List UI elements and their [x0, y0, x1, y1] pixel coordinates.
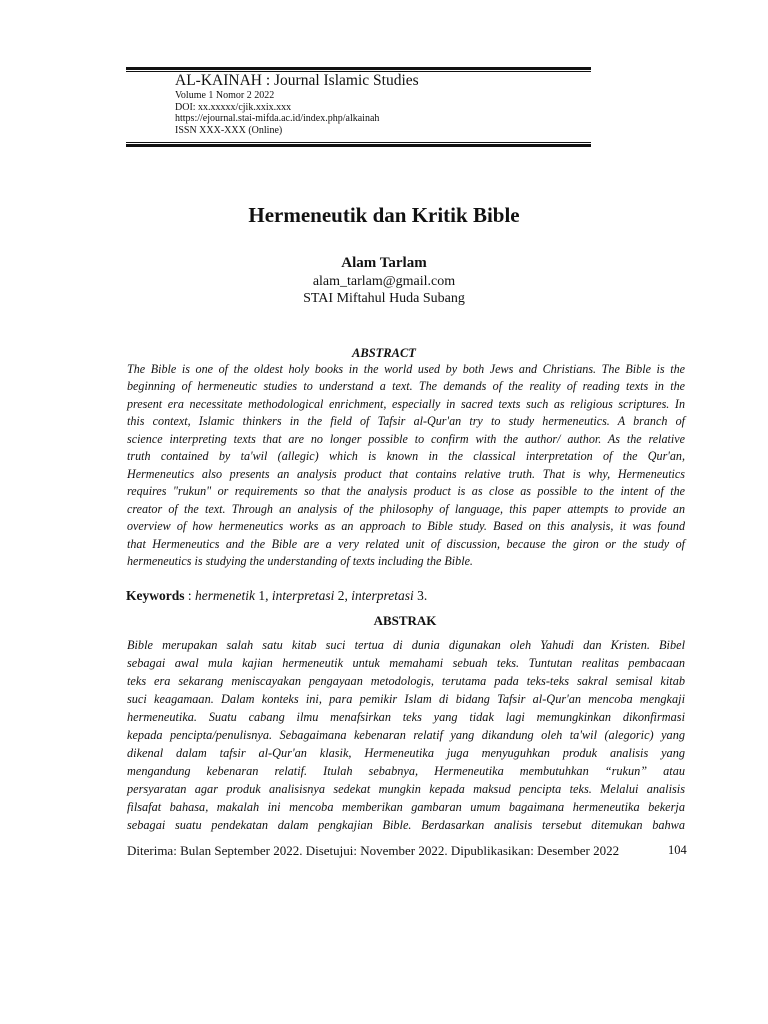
keyword-num: 2,	[334, 588, 352, 603]
abstract-line: beginning of hermeneutic studies to understand a text. The demands of the reality of reading texts in the	[127, 379, 685, 393]
journal-header	[175, 72, 595, 136]
abstrak-line: hermeneutika. Suatu cabang ilmu menafsirkan teks yang tidak lagi memungkinkan dikonfirmasi	[127, 710, 685, 724]
keyword-num: 1,	[255, 588, 272, 603]
publication-dates: Diterima: Bulan September 2022. Disetujui: November 2022. Dipublikasikan: Desember 2022	[127, 843, 620, 858]
abstrak-line: sebagai awal mula kajian hermeneutik untuk memahami sebuah teks. Tuntutan realitas pembacaan	[127, 656, 685, 670]
header-rule-top	[126, 67, 591, 70]
abstrak-line: suci keagamaan. Dalam konteks ini, para pemikir Islam di bidang Tafsir al-Qur'an mencoba mengkaji	[127, 692, 685, 706]
keywords-sep: :	[184, 588, 196, 603]
abstrak-line: dikenal dalam tafsir al-Qur'an klasik, Hermeneutika juga menyuguhkan produk analisis yang	[127, 746, 685, 760]
journal-title: AL-KAINAH : Journal Islamic Studies	[175, 72, 419, 89]
abstrak-heading: ABSTRAK	[373, 613, 437, 628]
keyword: interpretasi	[271, 588, 335, 603]
abstract-line: creator of the text. Through an analysis of the philosophy of language, this paper attempts to provide an	[127, 502, 685, 516]
abstract-line: that Hermeneutics and the Bible are a very related unit of discussion, because the giron or the study of	[127, 537, 685, 551]
abstract-line: science interpreting texts that are no longer possible to confirm with the author/ author. As the relative	[127, 432, 685, 446]
keyword-num: 3.	[413, 588, 428, 603]
keyword: interpretasi	[351, 588, 414, 603]
keywords-label: Keywords	[126, 588, 185, 603]
journal-issn: ISSN XXX-XXX (Online)	[175, 124, 283, 136]
abstrak-line: filsafat bahasa, makalah ini mencoba memberikan gambaran umum bagaimana hermeneutika bekerja	[127, 800, 685, 814]
abstract-line: overview of how hermeneutics works as an approach to Bible study. Based on this analysis, it was found	[127, 519, 685, 533]
abstract-line: Hermeneutics also presents an analysis product that contains relative truth. That is why, Hermeneutics	[127, 467, 685, 481]
abstrak-line: Bible merupakan salah satu kitab suci tertua di dunia digunakan oleh Yahudi dan Kristen. Bibel	[127, 638, 685, 652]
abstract-line: The Bible is one of the oldest holy books in the world used by both Jews and Christians. The Bible is the	[127, 362, 685, 376]
abstrak-line: teks era sekarang meniscayakan pengayaan metodologis, terutama pada teks-teks sakral semisal kitab	[127, 674, 685, 688]
abstract-line: truth contained by ta'wil (allegic) which is known in the classical interpretation of the Qur'an,	[127, 449, 685, 463]
abstrak-line: kepada pencipta/penulisnya. Sebagaimana kebenaran relatif yang dikandung oleh ta'wil (alegoric) yang	[127, 728, 685, 742]
abstrak-line: mengandung kebenaran relatif. Itulah sebabnya, Hermeneutika membutuhkan “rukun” atau	[127, 764, 685, 778]
abstract-line: hermeneutics is studying the understanding of texts including the Bible.	[127, 554, 473, 568]
abstrak-line: sebagai suatu pendekatan dalam pengkajian Bible. Berdasarkan analisis tersebut ditemukan bahwa	[127, 818, 685, 832]
author-institution: STAI Miftahul Huda Subang	[303, 291, 465, 306]
journal-doi[interactable]: DOI: xx.xxxxx/cjik.xxix.xxx	[175, 101, 292, 113]
article-title: Hermeneutik dan Kritik Bible	[248, 203, 520, 227]
author-email[interactable]: alam_tarlam@gmail.com	[312, 274, 456, 289]
author-name: Alam Tarlam	[341, 255, 427, 271]
header-rule-bottom	[126, 144, 591, 147]
abstract-heading: ABSTRACT	[352, 346, 416, 360]
page-number: 104	[668, 843, 687, 857]
journal-url[interactable]: https://ejournal.stai-mifda.ac.id/index.php/alkainah	[175, 113, 380, 124]
keywords	[126, 588, 427, 604]
header-rule-bottom-inner	[126, 142, 591, 143]
keyword: hermenetik	[195, 588, 255, 603]
abstract-line: this context, Islamic thinkers in the field of Tafsir al-Qur'an try to study hermeneutics. A branch of	[127, 414, 685, 428]
abstrak-line: persyaratan agar produk analisisnya sedekat mungkin kepada maksud pencipta teks. Melalui analisis	[127, 782, 685, 796]
journal-volume: Volume 1 Nomor 2 2022	[175, 90, 275, 101]
abstract-line: requires "rukun" or requirements so that the analysis product is as close as possible to the intent of the	[127, 484, 685, 498]
abstract-line: present era necessitate methodological enrichment, especially in sacred texts such as religious scriptures. In	[127, 397, 685, 411]
